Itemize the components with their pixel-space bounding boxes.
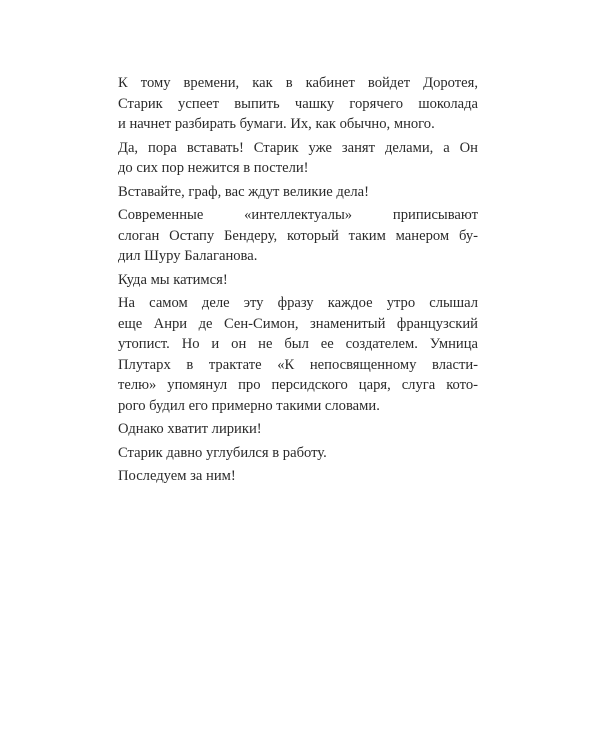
text-line: еще Анри де Сен-Симон, знаменитый французский bbox=[118, 315, 478, 332]
text-line: Современные «интеллектуалы» приписывают bbox=[118, 207, 478, 223]
text-line: утопист. Но и он не был ее создателем. Умница bbox=[118, 336, 478, 352]
text-line: К тому времени, как в кабинет войдет Доротея, bbox=[118, 75, 478, 91]
text-line: рого будил его примерно такими словами. bbox=[118, 397, 380, 414]
text-line: Старик давно углубился в работу. bbox=[118, 444, 327, 461]
text-line: телю» упомянул про персидского царя, слуга кото- bbox=[118, 377, 478, 393]
text-line: Последуем за ним! bbox=[118, 468, 236, 484]
paragraph-2 bbox=[102, 138, 478, 179]
text-line: и начнет разбирать бумаги. Их, как обычно, много. bbox=[118, 116, 435, 132]
text-line: дил Шуру Балаганова. bbox=[118, 248, 258, 264]
paragraph-1 bbox=[102, 73, 478, 135]
text-line: На самом деле эту фразу каждое утро слышал bbox=[118, 295, 478, 311]
paragraph-5 bbox=[102, 270, 478, 291]
paragraph-6 bbox=[102, 293, 478, 416]
text-line: до сих пор нежится в постели! bbox=[118, 160, 309, 176]
text-line: Плутарх в трактате «К непосвященному власти- bbox=[118, 356, 478, 373]
paragraph-3 bbox=[102, 182, 478, 203]
text-line: Да, пора вставать! Старик уже занят делами, а Он bbox=[118, 139, 478, 156]
text-line: Вставайте, граф, вас ждут великие дела! bbox=[118, 183, 369, 200]
text-line: Однако хватит лирики! bbox=[118, 421, 262, 437]
page-body bbox=[102, 73, 478, 490]
text-line: слоган Остапу Бендеру, который таким манером бу- bbox=[118, 227, 478, 244]
paragraph-7 bbox=[102, 419, 478, 440]
paragraph-4 bbox=[102, 205, 478, 267]
paragraph-8 bbox=[102, 443, 478, 464]
paragraph-9 bbox=[102, 466, 478, 487]
text-line: Куда мы катимся! bbox=[118, 271, 228, 288]
text-line: Старик успеет выпить чашку горячего шоколада bbox=[118, 95, 478, 112]
